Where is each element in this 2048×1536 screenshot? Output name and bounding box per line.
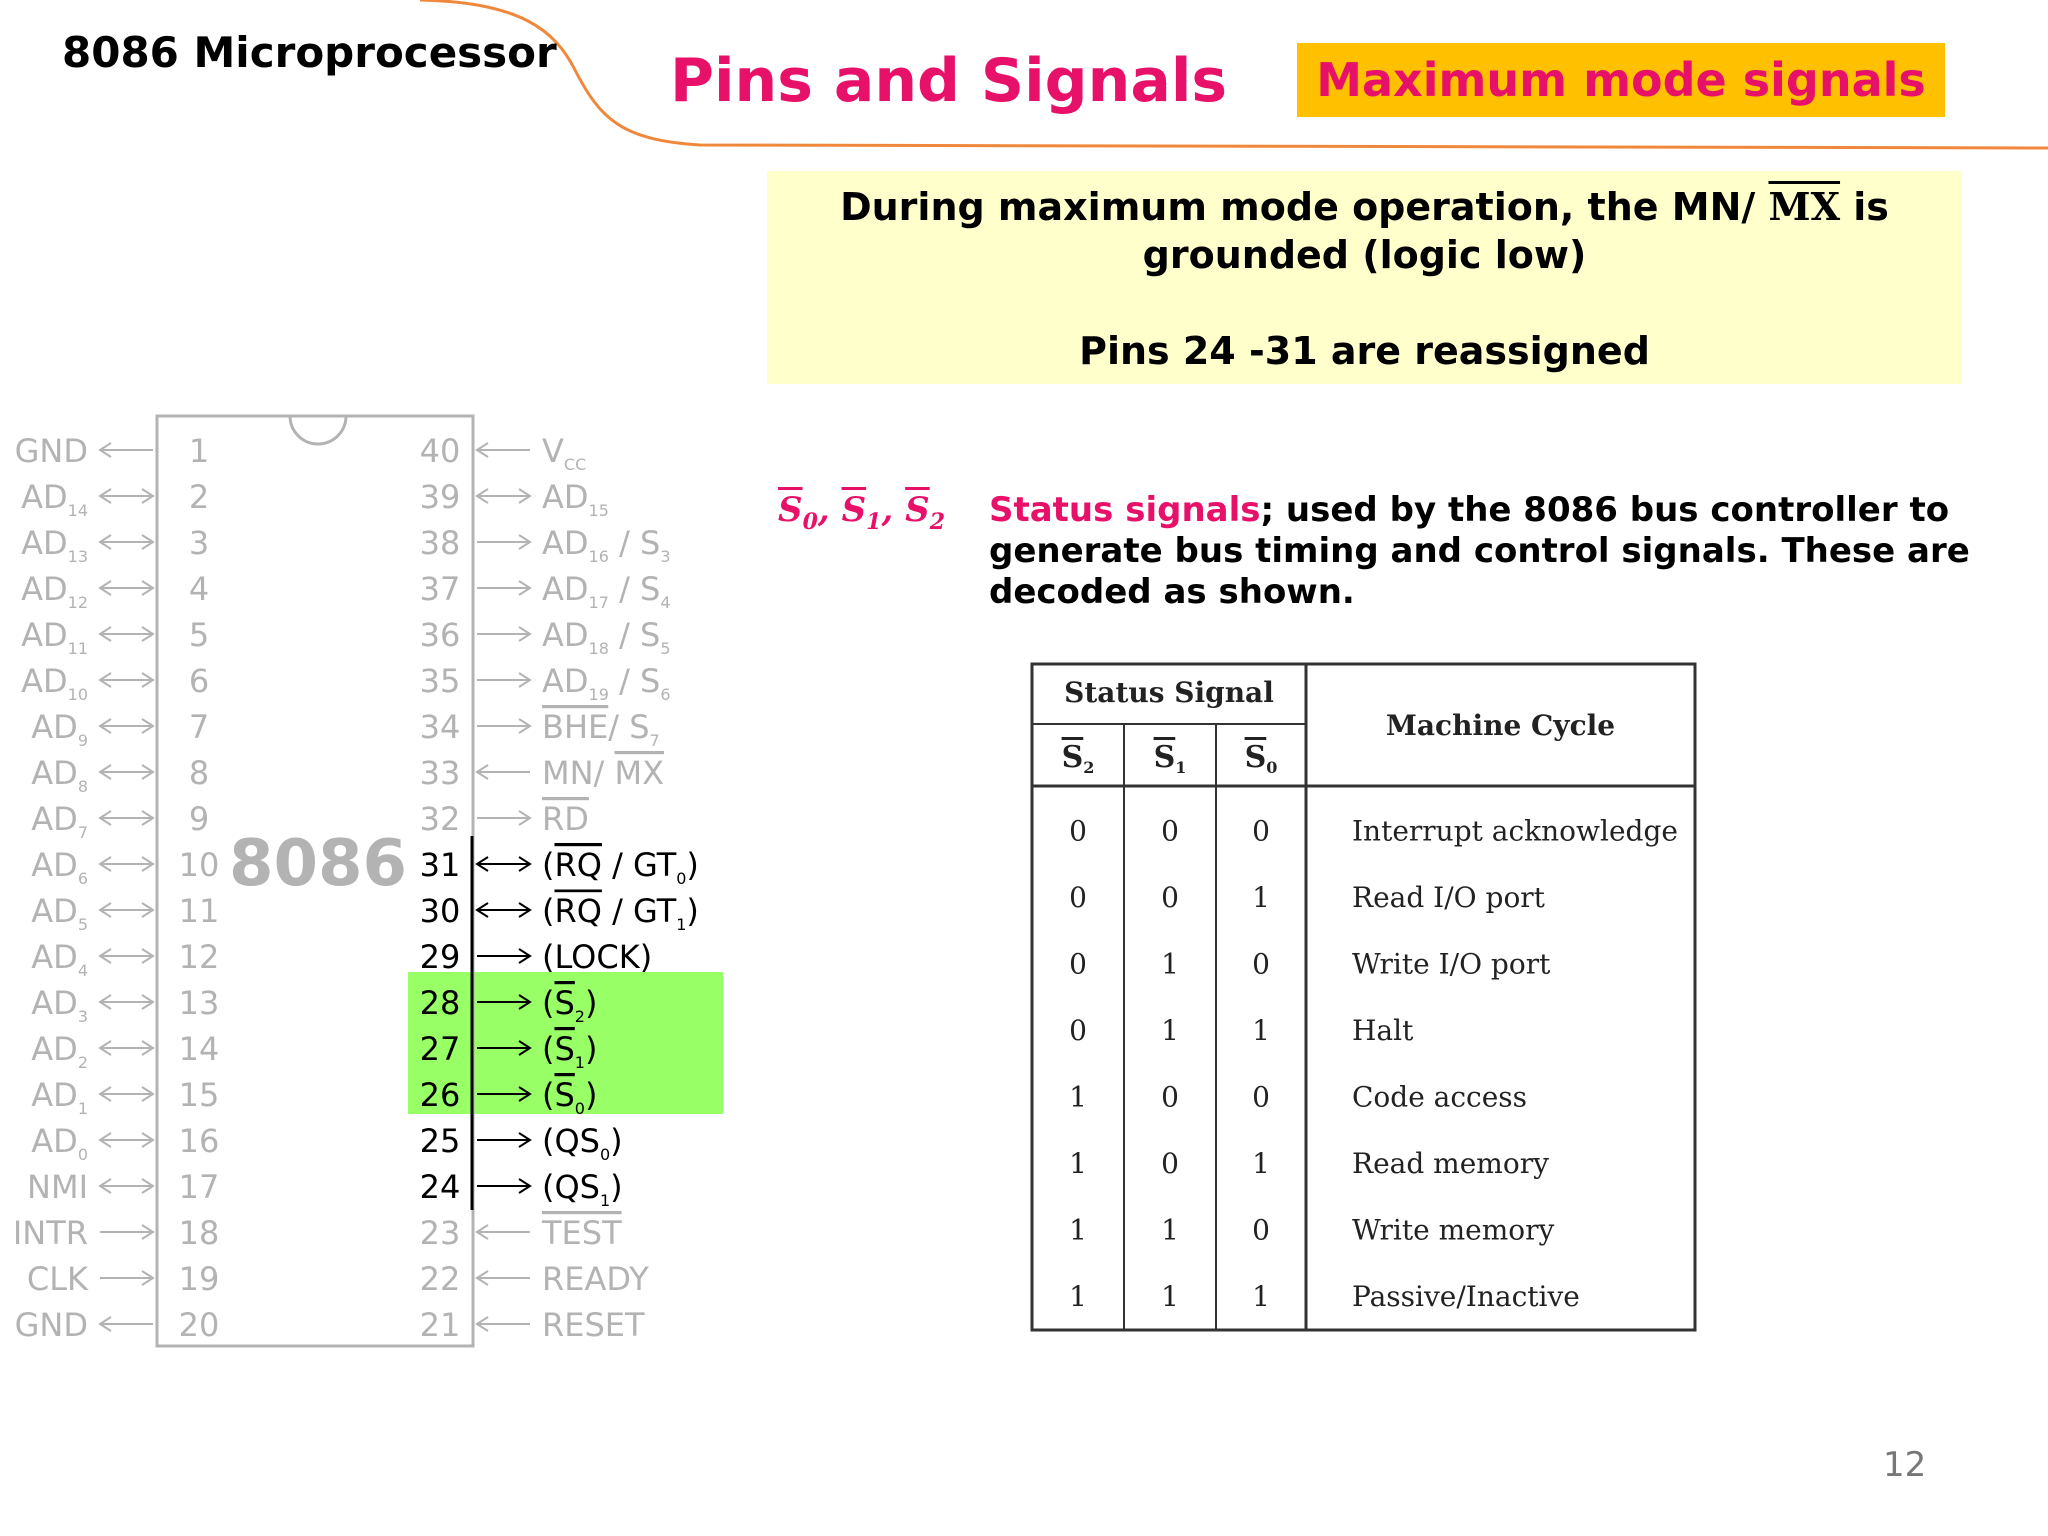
table-cell-s2: 1 [1069,1279,1087,1313]
status-description [989,490,1989,613]
table-cell-s0: 0 [1252,1080,1270,1114]
table-group-header: Status Signal [1064,676,1274,709]
pin-number: 35 [419,662,461,700]
right-pin-23 [420,1214,622,1252]
pin-name: BHE/ S7 [542,708,660,750]
note-line-2: grounded (logic low) [1142,233,1587,277]
pin-name: (S0) [542,1076,598,1118]
pin-number: 33 [419,754,461,792]
mode-badge-label: Maximum mode signals [1316,53,1926,107]
pin-name: $AD_6$ [31,846,88,888]
right-pin-32 [420,800,589,838]
pin-name: $AD_4$ [31,938,88,980]
pin-number: 28 [419,984,461,1022]
table-cell-s2: 1 [1069,1080,1087,1114]
pin-name: AD19 / S6 [542,662,671,704]
pin-number: 31 [419,846,461,884]
pin-name: RD [542,800,589,838]
pin-name: (QS0) [542,1122,623,1164]
right-pin-25 [420,1122,623,1164]
pin-number: 2 [188,478,210,516]
table-row [1069,814,1678,847]
table-cycle-header: Machine Cycle [1385,709,1616,742]
pin-number: 29 [419,938,461,976]
pin-number: 6 [188,662,210,700]
pin-name: (RQ / GT0) [542,846,699,888]
table-cell-s1: 1 [1161,1013,1179,1047]
pin-number: 20 [178,1306,220,1344]
symbol-s2-sub: 2 [929,508,945,535]
note-line-1-text: During maximum mode operation, the MN/ [840,185,1769,229]
pin-number: 22 [419,1260,461,1298]
table-row [1069,1147,1549,1180]
left-pin-11 [31,892,219,934]
table-cell-cycle: Passive/Inactive [1352,1279,1580,1313]
symbol-s1-sub: 1 [866,508,882,535]
pin-name: AD15 [542,478,609,520]
status-highlight: Status signals [989,490,1261,530]
symbol-s2: $\overline{S}$ [905,490,930,530]
mode-badge [1297,43,1945,117]
table-cell-cycle: Read I/O port [1352,880,1545,914]
pin-number: 3 [188,524,210,562]
info-note [767,171,1962,384]
table-cell-s2: 0 [1069,1013,1087,1047]
pin-name: $AD_7$ [31,800,88,842]
pin-number: 14 [178,1030,220,1068]
right-pin-21 [420,1306,645,1344]
left-pin-13 [31,984,219,1026]
pin-name: AD18 / S5 [542,616,671,658]
table-cell-cycle: Code access [1352,1080,1528,1114]
right-pin-29 [420,938,653,976]
right-pin-34 [420,708,660,750]
pin-name: $AD_2$ [31,1030,88,1072]
table-cell-cycle: Interrupt acknowledge [1352,814,1678,848]
pin-number: 25 [419,1122,461,1160]
pin-name: NMI [27,1168,88,1206]
left-pin-12 [31,938,219,980]
pin-number: 5 [188,616,210,654]
table-cell-s1: 1 [1161,947,1179,981]
pin-number: 15 [178,1076,220,1114]
status-decode-table [1030,662,1710,1342]
pin-name: $AD_{11}$ [21,616,88,658]
pin-number: 37 [419,570,461,608]
right-pin-39 [420,478,609,520]
table-cell-s2: 1 [1069,1146,1087,1180]
left-pin-15 [31,1076,219,1118]
page-title: Pins and Signals [670,46,1228,116]
pin-name: (RQ / GT1) [542,892,699,934]
pin-number: 21 [419,1306,461,1344]
note-mx-symbol: $\overline{MX}$ [1768,184,1841,229]
symbol-s1: $\overline{S}$ [841,490,867,530]
table-cell-s0: 0 [1252,814,1270,848]
pin-name: RESET [542,1306,645,1344]
pin-name: $AD_{12}$ [21,570,88,612]
left-pin-17 [27,1168,219,1206]
symbol-sep: , [817,490,842,530]
table-col-header: S0 [1244,740,1278,777]
pin-number: 12 [178,938,220,976]
table-cell-s1: 1 [1161,1213,1179,1247]
symbol-s0: $\overline{S}$ [778,490,803,530]
pin-name: $AD_0$ [31,1122,88,1164]
right-pin-35 [420,662,671,704]
table-cell-s0: 0 [1252,947,1270,981]
table-cell-s1: 0 [1161,1080,1179,1114]
table-cell-s1: 1 [1161,1279,1179,1313]
pin-number: 9 [188,800,210,838]
table-cell-s2: 1 [1069,1213,1087,1247]
chip-label: 8086 [228,827,408,901]
left-pin-16 [31,1122,219,1164]
table-cell-cycle: Halt [1352,1013,1414,1047]
pin-number: 27 [419,1030,461,1068]
pin-number: 8 [188,754,210,792]
table-cell-cycle: Write I/O port [1352,947,1551,981]
pin-name: INTR [12,1214,88,1252]
pin-number: 4 [188,570,210,608]
left-pin-18 [13,1214,220,1252]
pin-number: 36 [419,616,461,654]
pin-name: $AD_{14}$ [21,478,88,520]
symbol-s0-sub: 0 [802,508,818,535]
left-pin-19 [27,1260,220,1298]
note-line-1 [767,171,1962,231]
pin-name: $AD_3$ [31,984,88,1026]
pin-name: READY [542,1260,649,1298]
table-cell-s0: 1 [1252,1013,1270,1047]
status-rest: ; used by the 8086 bus controller to generate bus timing and control signals. These are decoded as shown. [989,490,1970,612]
pin-name: VCC [542,432,587,474]
pin-number: 11 [178,892,220,930]
pin-number: 23 [419,1214,461,1252]
symbol-sep: , [881,490,906,530]
pin-name: TEST [542,1214,622,1252]
table-cell-s2: 0 [1069,947,1087,981]
table-cell-s1: 0 [1161,1146,1179,1180]
left-pin-10 [31,846,219,888]
pin-number: 19 [178,1260,220,1298]
pin-number: 26 [419,1076,461,1114]
table-cell-s0: 1 [1252,880,1270,914]
table-row [1069,1080,1527,1113]
right-pin-24 [420,1168,623,1210]
table-row [1069,1213,1554,1246]
pinout-diagram [0,400,760,1360]
left-pin-14 [31,1030,219,1072]
table-cell-s1: 0 [1161,814,1179,848]
table-row [1069,1014,1414,1047]
pin-name: $AD_5$ [31,892,88,934]
pin-name: $AD_{10}$ [21,662,88,704]
table-row [1069,947,1551,980]
note-line-3: Pins 24 -31 are reassigned [1079,329,1650,373]
pin-name: CLK [26,1260,88,1298]
table-cell-s0: 1 [1252,1146,1270,1180]
pin-name: $AD_8$ [31,754,88,796]
table-cell-s0: 1 [1252,1279,1270,1313]
note-line-1-end: is [1840,185,1889,229]
table-cell-s2: 0 [1069,880,1087,914]
pin-number: 34 [419,708,461,746]
pin-number: 32 [419,800,461,838]
pin-number: 40 [419,432,461,470]
pin-name: AD17 / S4 [542,570,671,612]
pin-number: 13 [178,984,220,1022]
pin-name: $AD_1$ [31,1076,88,1118]
pin-number: 24 [419,1168,461,1206]
right-pin-38 [420,524,671,566]
table-cell-s1: 0 [1161,880,1179,914]
pin-number: 30 [419,892,461,930]
pin-number: 7 [188,708,210,746]
pin-name: (S2) [542,984,598,1026]
table-cell-s0: 0 [1252,1213,1270,1247]
table-cell-cycle: Write memory [1352,1213,1555,1247]
page-number: 12 [1883,1445,1927,1485]
pin-number: 10 [178,846,220,884]
pin-name: $AD_9$ [31,708,88,750]
pin-name: $AD_{13}$ [21,524,88,566]
pin-name: GND [14,432,88,470]
table-cell-s2: 0 [1069,814,1087,848]
pin-name: (S1) [542,1030,598,1072]
pin-name: (QS1) [542,1168,623,1210]
right-pin-37 [420,570,671,612]
pin-number: 39 [419,478,461,516]
right-pin-36 [420,616,671,658]
table-col-header: S1 [1153,740,1187,777]
right-pin-33 [420,754,664,792]
pin-name: (LOCK) [542,938,653,976]
pin-number: 38 [419,524,461,562]
pin-number: 16 [178,1122,220,1160]
table-row [1069,1280,1580,1313]
left-pin-20 [15,1306,220,1344]
pin-number: 17 [178,1168,220,1206]
right-pin-40 [420,432,587,474]
table-cell-cycle: Read memory [1352,1146,1549,1180]
pin-number: 1 [188,432,210,470]
pin-name: AD16 / S3 [542,524,671,566]
pin-name: GND [14,1306,88,1344]
pin-name: MN/ MX [542,754,665,792]
pin-number: 18 [178,1214,220,1252]
right-pin-22 [420,1260,650,1298]
table-col-header: S2 [1061,740,1095,777]
status-signal-symbols [778,490,945,535]
course-title: 8086 Microprocessor [62,28,557,77]
